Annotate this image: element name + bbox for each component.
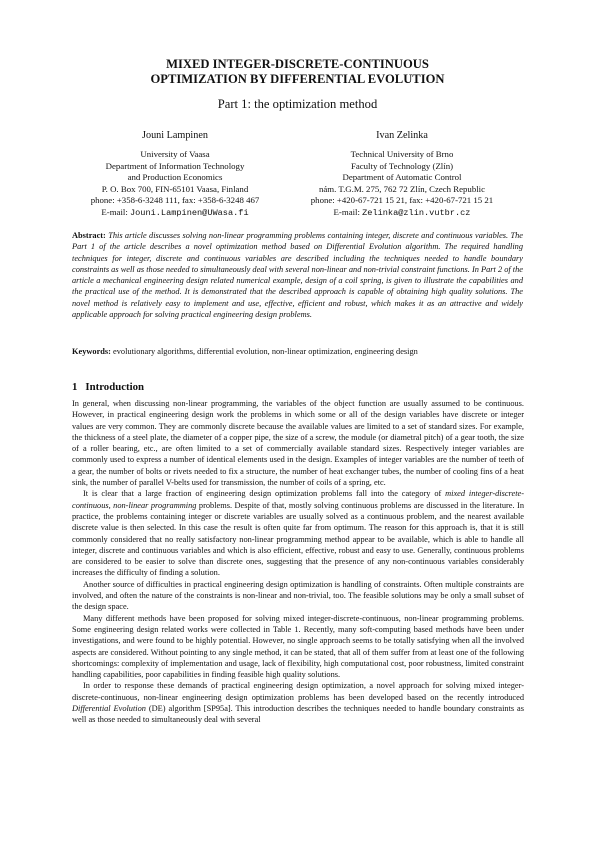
author-block-zelinka [292, 130, 512, 220]
paper-subtitle: Part 1: the optimization method [217, 97, 378, 111]
paragraph-emphasis: mixed integer-discrete-continuous, non-linear programming [72, 489, 524, 510]
author-affiliation-line: and Production Economics [127, 172, 223, 183]
author-affiliation-line: University of Vaasa [140, 149, 210, 159]
author-affiliation-line: Department of Automatic Control [342, 172, 462, 183]
author-phone-line: phone: +420-67-721 15 21, fax: +420-67-721 15 21 [310, 195, 494, 206]
author-block-lampinen [75, 130, 275, 220]
paragraph-text: It is clear that a large fraction of engineering design optimization problems fall into the category of [83, 489, 446, 499]
author-email-line [75, 207, 275, 220]
paragraph [72, 680, 524, 725]
author-email-link[interactable]: Zelinka@zlin.vutbr.cz [362, 207, 471, 218]
author-name: Jouni Lampinen [142, 130, 208, 141]
section-heading-introduction [72, 381, 144, 393]
abstract [72, 230, 523, 320]
email-label: E-mail: [101, 206, 130, 217]
paragraph: Another source of difficulties in practical engineering design optimization is handling of constraints. Often multiple constraints are involved, and often the nature of the constraints is non-linear and non-trivial, too. The feasible solutions may be only a small subset of the design space. [72, 579, 524, 612]
author-email-line [292, 207, 512, 220]
paper-title-line-2: OPTIMIZATION BY DIFFERENTIAL EVOLUTION [150, 71, 445, 86]
abstract-text: This article discusses solving non-linear programming problems containing integer, discrete and continuous variables. The Part 1 of the article describes a novel optimization method based on Differential Evolution algorithm. The required handling techniques for integer, discrete and continuous variables are described including the techniques needed to handle boundary constraints as well as those needed to simultaneously deal with several non-linear and non-trivial constraint functions. In Part 2 of the article a mechanical engineering design related numerical example, design of a coil spring, is given to illustrate the capabilities and the practical use of the method. It is demonstrated that the described approach is capable of obtaining high quality solutions. The novel method is relatively easy to implement and use, effective, efficient and robust, which makes it as an attractive and widely applicable approach for solving practical engineering design problems. [72, 231, 523, 319]
section-title: Introduction [85, 381, 145, 393]
introduction-body [72, 398, 524, 726]
paper-title-line-1: MIXED INTEGER-DISCRETE-CONTINUOUS [166, 57, 429, 71]
paragraph-text: In order to response these demands of practical engineering design optimization, a novel approach for solving mixed integer-discrete-continuous, non-linear engineering design optimization problems has been developed based on the recently introduced [72, 681, 524, 702]
keywords-label: Keywords: [72, 347, 111, 356]
keywords-text: evolutionary algorithms, differential evolution, non-linear optimization, engineering design [113, 347, 418, 356]
author-affiliation-line: Department of Information Technology [105, 160, 245, 171]
abstract-label: Abstract: [72, 231, 106, 240]
paragraph: Many different methods have been proposed for solving mixed integer-discrete-continuous, non-linear programming problems. Some engineering design related works were collected in Table 1. Recently, many soft-computing based methods have been under investigations, and were found to be highly potential. However, no single approach seems to be totally satisfying when all the involved aspects are considered. Without pointing to any single method, it can be stated, that all of them suffer from at least one of the following shortcomings: complexity of implementation and usage, lack of flexibility, high computational cost, poor robustness, limited constraint handling capabilities, poor capabilities in finding feasible high quality solutions. [72, 613, 524, 680]
keywords [72, 347, 532, 356]
paper-title [0, 57, 595, 86]
author-email-link[interactable]: Jouni.Lampinen@UWasa.fi [129, 207, 249, 218]
author-name: Ivan Zelinka [376, 130, 428, 141]
author-affiliation-line: Faculty of Technology (Zlín) [350, 160, 454, 171]
author-address-line: P. O. Box 700, FIN-65101 Vaasa, Finland [101, 183, 249, 194]
paragraph-text: problems. Despite of that, mostly solving continuous problems are discussed in the literature. In practice, the problems containing integer or discrete variables are usually solved as a continuous problem, and the nearest available discrete value is then selected. In this case the result is often quite far from optimum. The reason for this approach is, that it is still commonly considered that no really satisfactory non-linear programming method appear to be available, which is able to handle all integer, discrete and continuous variables and which is also efficient, effective, robust and easy to use. Generally, continuous problems are considered to be easier to solve than discrete ones, suggesting that the presence of any non-continuous variables considerably increases the difficulty of finding a solution. [72, 500, 524, 578]
email-label: E-mail: [333, 206, 363, 217]
paragraph-text: (DE) algorithm [SP95a]. This introduction describes the techniques needed to handle boundary constraints as well as those needed to simultaneously deal with several [72, 704, 524, 725]
author-phone-line: phone: +358-6-3248 111, fax: +358-6-3248 467 [90, 195, 260, 206]
paragraph-emphasis: Differential Evolution [72, 704, 146, 714]
author-address-line: nám. T.G.M. 275, 762 72 Zlín, Czech Republic [318, 183, 486, 194]
paragraph [72, 488, 524, 578]
paragraph: In general, when discussing non-linear programming, the variables of the object function are usually assumed to be continuous. However, in practical engineering design work the problems in which some or all of the design variables have discrete or integer values are very common. They are commonly discrete because the available values are limited to a set of standard sizes. For example, the thickness of a steel plate, the diameter of a copper pipe, the size of a screw, the module (or diametral pitch) of a gear tooth, the size of a roller bearing, etc., are often limited to a set of commercially available standard sizes. Respectively integer variables are commonly used to express a number of identical elements used in the design. Examples of integer variables are the number of teeth of a gear, the number of bolts or rivets needed to fix a structure, the number of heat exchanger tubes, the number of cooling fins of a heat sink, the number of parallel V-belts used for transmission, the number of coils of a spring, etc. [72, 399, 524, 488]
author-affiliation-line: Technical University of Brno [350, 149, 454, 159]
section-number: 1 [72, 381, 78, 393]
